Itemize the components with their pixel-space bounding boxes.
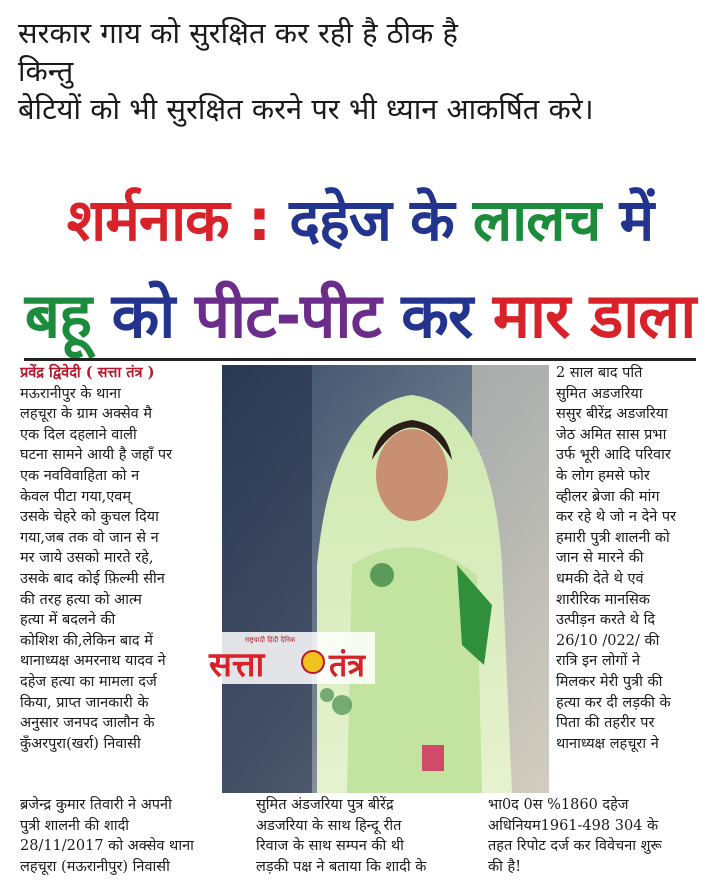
article-line: के लोग हमसे फोर [556,467,650,484]
masthead-word: तंत्र [329,646,365,684]
article-line: लड़की पक्ष ने बताया कि शादी के [256,858,427,875]
article-line: एक दिल दहलाने वाली [20,426,137,443]
headline-word: में [619,186,654,254]
masthead-word: सत्ता [209,645,265,684]
article-line: कुँअरपुरा(खर्रा) निवासी [20,735,141,752]
article-line: हमारी पुत्री शालनी को [556,529,670,546]
article-line: हत्या कर दी लड़की के [556,694,671,711]
article-line: थानाध्यक्ष लहचूरा ने [556,735,659,752]
bride-photo [222,365,549,793]
article-line: 28/11/2017 को अक्सेव थाना [20,838,194,855]
article-line: हत्या में बदलने की [20,612,116,629]
article-line: उत्पीड़न करते थे दि [556,612,656,629]
article-line: केवल पीटा गया,एवम् [20,488,131,505]
article-line: थानाध्यक्ष अमरनाथ यादव ने [20,653,166,670]
masthead-tagline: राष्ट्रवादी हिंदी दैनिक [245,636,296,644]
newspaper-masthead [205,632,375,684]
article-line: व्हीलर ब्रेजा की मांग [556,488,660,505]
article-line: जान से मारने की [556,550,644,567]
article-line: घटना सामने आयी है जहाँ पर [20,447,173,464]
article-line: सुमित अडजरिया [556,385,643,402]
article-line: लहचूरा के ग्राम अक्सेव मै [20,406,153,423]
caption-line: बेटियों को भी सुरक्षित करने पर भी ध्यान आकर्षित करे। [18,92,594,126]
masthead-emblem-icon [302,651,324,673]
article-line: ब्रजेन्द्र कुमार तिवारी ने अपनी [20,797,172,813]
article-line: अधिनियम1961-498 304 के [488,817,659,834]
article-line: रिवाज के साथ सम्पन की थी [256,838,404,855]
article-line: शारीरिक मानसिक [556,591,650,608]
article-bottom-middle [256,795,476,877]
article-line: लहचूरा (मऊरानीपुर) निवासी [20,858,170,875]
article-bottom-right [488,795,704,877]
article-line: दहेज हत्या का मामला दर्ज [20,673,157,690]
article-line: पिता की तहरीर पर [556,715,655,732]
article-line: जेठ अमित सास प्रभा [556,426,667,443]
article-line: कर रहे थे जो न देने पर [556,509,677,526]
divider [24,358,696,361]
headline-word: बहू [24,279,92,352]
article-line: कोशिश की,लेकिन बाद में [20,632,153,649]
caption-line: किन्तु [18,54,74,88]
headline-word: दहेज के [289,186,454,254]
article-line: मऊरानीपुर के थाना [20,385,121,402]
article-left-column [20,363,216,754]
article-line: अडजरिया के साथ हिन्दू रीत [256,817,402,834]
article-line: पुत्री शालनी की शादी [20,817,130,834]
article-line: की है! [488,858,522,875]
byline: प्रवेंद्र द्विवेदी ( सत्ता तंत्र ) [20,364,155,381]
article-line: सुमित अंडजरिया पुत्र बीरेंद्र [256,797,394,813]
article-line: किया, प्राप्त जानकारी के [20,694,149,711]
article-line: अनुसार जनपद जालौन के [20,715,155,732]
article-line: भा0द 0स %1860 दहेज [488,797,629,813]
article-line: उसके बाद कोई फ़िल्मी सीन [20,570,165,587]
headline-word: लालच [472,186,601,254]
article-line: गया,जब तक वो जान से न [20,529,159,546]
article-line: तहत रिपोट दर्ज कर विवेचना शुरू [488,838,662,855]
headline-line-2 [0,272,720,356]
headline-word: कर [401,279,473,352]
article-line: उसके चेहरे को कुचल दिया [20,509,159,526]
article-line: मिलकर मेरी पुत्री की [556,673,663,690]
headline-word: पीट-पीट [194,279,381,352]
article-right-column [556,363,706,754]
article-line: की तरह हत्या को आत्म [20,591,142,608]
article-line: 2 साल बाद पति [556,365,643,381]
headline-word: मार डाला [492,279,696,352]
headline-word: शर्मनाक : [66,186,271,254]
article-line: रात्रि इन लोगों ने [556,653,640,670]
article-line: एक नवविवाहिता को न [20,467,140,484]
article-line: ससुर बीरेंद्र अडजरिया [556,406,668,423]
article-line: उर्फ भूरी आदि परिवार [556,447,671,464]
article-bottom-left [20,795,242,877]
headline-line-1 [0,178,720,257]
article-line: मर जाये उसको मारते रहे, [20,550,154,567]
caption-line: सरकार गाय को सुरक्षित कर रही है ठीक है [18,16,458,50]
post-caption [18,14,708,128]
article-line: 26/10 /022/ की [556,632,660,649]
article-line: धमकी देते थे एवं [556,570,644,587]
headline-word: को [111,279,175,352]
